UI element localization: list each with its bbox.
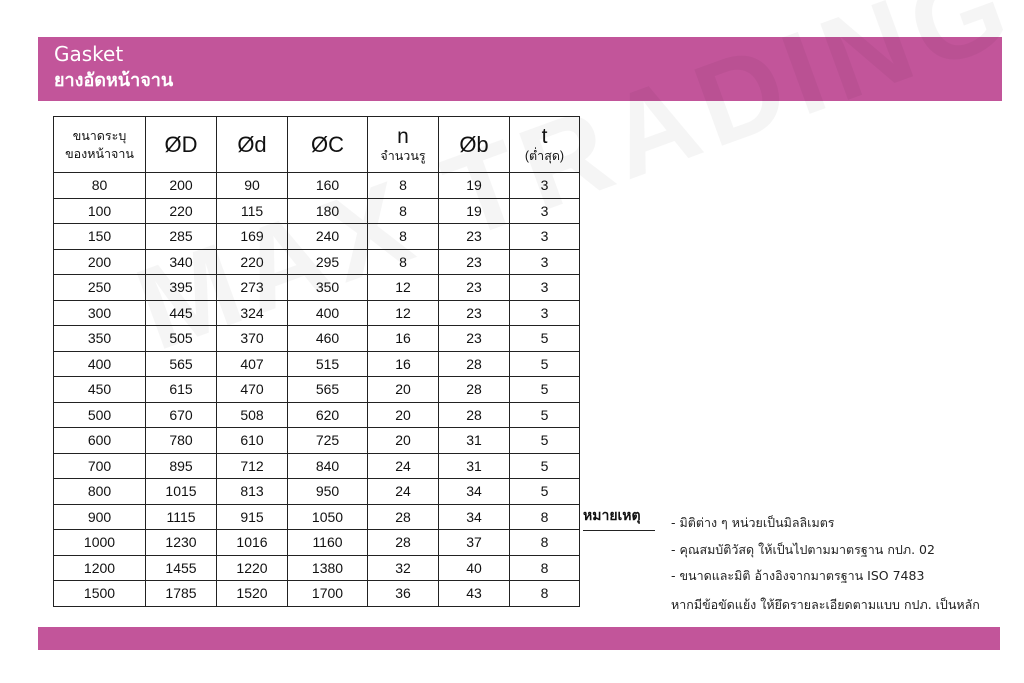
table-cell: 1700 (288, 581, 368, 607)
table-cell: 5 (510, 326, 580, 352)
table-cell: 169 (217, 224, 288, 250)
table-cell: 5 (510, 377, 580, 403)
table-cell: 12 (368, 300, 439, 326)
table-cell: 370 (217, 326, 288, 352)
table-cell: 470 (217, 377, 288, 403)
table-cell: 3 (510, 224, 580, 250)
table-cell: 450 (54, 377, 146, 403)
table-cell: 460 (288, 326, 368, 352)
table-cell: 220 (217, 249, 288, 275)
table-cell: 8 (368, 249, 439, 275)
table-cell: 780 (146, 428, 217, 454)
table-cell: 16 (368, 326, 439, 352)
table-cell: 324 (217, 300, 288, 326)
note-line: - คุณสมบัติวัสดุ ให้เป็นไปตามมาตรฐาน กปภ. 02 (671, 542, 935, 557)
note-line: - ขนาดและมิติ อ้างอิงจากมาตรฐาน ISO 7483 (671, 568, 925, 583)
table-cell: 23 (439, 326, 510, 352)
table-cell: 34 (439, 504, 510, 530)
table-cell: 200 (54, 249, 146, 275)
table-row (54, 173, 580, 199)
table-cell: 12 (368, 275, 439, 301)
table-cell: 1455 (146, 555, 217, 581)
table-cell: 610 (217, 428, 288, 454)
table-row (54, 377, 580, 403)
table-cell: 350 (288, 275, 368, 301)
table-row (54, 504, 580, 530)
table-cell: 600 (54, 428, 146, 454)
table-cell: 5 (510, 453, 580, 479)
table-cell: 115 (217, 198, 288, 224)
table-cell: 895 (146, 453, 217, 479)
notes-heading: หมายเหตุ (583, 505, 655, 531)
table-cell: 5 (510, 479, 580, 505)
table-cell: 813 (217, 479, 288, 505)
table-cell: 950 (288, 479, 368, 505)
table-cell: 670 (146, 402, 217, 428)
table-cell: 24 (368, 479, 439, 505)
header-hole-diameter: Øb (439, 117, 510, 173)
table-cell: 31 (439, 453, 510, 479)
table-cell: 1115 (146, 504, 217, 530)
table-cell: 8 (368, 173, 439, 199)
table-cell: 23 (439, 249, 510, 275)
table-cell: 100 (54, 198, 146, 224)
table-row (54, 402, 580, 428)
table-cell: 19 (439, 198, 510, 224)
page-title: Gasket (54, 42, 124, 66)
table-cell: 1220 (217, 555, 288, 581)
footer-band (38, 627, 1000, 650)
table-cell: 1230 (146, 530, 217, 556)
table-cell: 37 (439, 530, 510, 556)
table-cell: 8 (510, 581, 580, 607)
table-cell: 273 (217, 275, 288, 301)
table-cell: 840 (288, 453, 368, 479)
table-cell: 8 (510, 504, 580, 530)
table-cell: 285 (146, 224, 217, 250)
table-cell: 23 (439, 275, 510, 301)
table-cell: 700 (54, 453, 146, 479)
table-cell: 1500 (54, 581, 146, 607)
table-cell: 400 (288, 300, 368, 326)
table-cell: 565 (146, 351, 217, 377)
table-cell: 180 (288, 198, 368, 224)
table-cell: 1200 (54, 555, 146, 581)
table-cell: 19 (439, 173, 510, 199)
table-row (54, 581, 580, 607)
table-cell: 400 (54, 351, 146, 377)
header-inner-diameter: Ød (217, 117, 288, 173)
table-cell: 220 (146, 198, 217, 224)
table-cell: 20 (368, 377, 439, 403)
table-cell: 900 (54, 504, 146, 530)
table-cell: 8 (510, 555, 580, 581)
table-row (54, 453, 580, 479)
table-cell: 31 (439, 428, 510, 454)
table-cell: 1520 (217, 581, 288, 607)
table-row (54, 530, 580, 556)
table-cell: 24 (368, 453, 439, 479)
table-cell: 620 (288, 402, 368, 428)
table-cell: 1785 (146, 581, 217, 607)
table-cell: 20 (368, 428, 439, 454)
table-row (54, 555, 580, 581)
table-cell: 445 (146, 300, 217, 326)
table-cell: 23 (439, 224, 510, 250)
table-cell: 3 (510, 275, 580, 301)
table-cell: 3 (510, 173, 580, 199)
table-cell: 1380 (288, 555, 368, 581)
table-cell: 915 (217, 504, 288, 530)
table-cell: 1015 (146, 479, 217, 505)
header-outer-diameter: ØD (146, 117, 217, 173)
table-cell: 240 (288, 224, 368, 250)
table-cell: 1016 (217, 530, 288, 556)
table-cell: 20 (368, 402, 439, 428)
table-cell: 28 (439, 351, 510, 377)
table-cell: 295 (288, 249, 368, 275)
page-subtitle: ยางอัดหน้าจาน (54, 70, 174, 91)
table-cell: 40 (439, 555, 510, 581)
table-cell: 350 (54, 326, 146, 352)
table-cell: 36 (368, 581, 439, 607)
table-cell: 8 (368, 198, 439, 224)
table-cell: 340 (146, 249, 217, 275)
table-cell: 500 (54, 402, 146, 428)
gasket-dimension-table (53, 116, 580, 607)
table-row (54, 428, 580, 454)
table-cell: 3 (510, 198, 580, 224)
table-cell: 8 (368, 224, 439, 250)
header-nominal-size: ขนาดระบุ ของหน้าจาน (54, 117, 146, 173)
table-cell: 34 (439, 479, 510, 505)
table-cell: 150 (54, 224, 146, 250)
table-cell: 5 (510, 428, 580, 454)
table-cell: 3 (510, 249, 580, 275)
table-cell: 32 (368, 555, 439, 581)
table-cell: 800 (54, 479, 146, 505)
table-cell: 1000 (54, 530, 146, 556)
table-cell: 407 (217, 351, 288, 377)
table-row (54, 224, 580, 250)
header-hole-count: n จำนวนรู (368, 117, 439, 173)
table-cell: 23 (439, 300, 510, 326)
table-row (54, 249, 580, 275)
table-row (54, 351, 580, 377)
table-cell: 160 (288, 173, 368, 199)
table-cell: 28 (439, 402, 510, 428)
table-cell: 1050 (288, 504, 368, 530)
table-cell: 3 (510, 300, 580, 326)
table-row (54, 300, 580, 326)
table-cell: 712 (217, 453, 288, 479)
table-header-row (54, 117, 580, 173)
table-cell: 1160 (288, 530, 368, 556)
table-row (54, 198, 580, 224)
note-line: - มิติต่าง ๆ หน่วยเป็นมิลลิเมตร (671, 515, 835, 530)
table-cell: 90 (217, 173, 288, 199)
table-cell: 28 (368, 504, 439, 530)
table-cell: 395 (146, 275, 217, 301)
table-row (54, 326, 580, 352)
table-cell: 508 (217, 402, 288, 428)
note-line: หากมีข้อขัดแย้ง ให้ยึดรายละเอียดตามแบบ กปภ. เป็นหลัก (671, 597, 980, 612)
header-bolt-circle: ØC (288, 117, 368, 173)
table-cell: 28 (439, 377, 510, 403)
table-row (54, 275, 580, 301)
table-cell: 725 (288, 428, 368, 454)
table-cell: 80 (54, 173, 146, 199)
table-cell: 5 (510, 351, 580, 377)
table-cell: 43 (439, 581, 510, 607)
table-cell: 565 (288, 377, 368, 403)
table-cell: 615 (146, 377, 217, 403)
table-cell: 505 (146, 326, 217, 352)
table-cell: 28 (368, 530, 439, 556)
table-cell: 16 (368, 351, 439, 377)
table-cell: 8 (510, 530, 580, 556)
table-cell: 250 (54, 275, 146, 301)
table-row (54, 479, 580, 505)
table-cell: 200 (146, 173, 217, 199)
table-cell: 5 (510, 402, 580, 428)
header-thickness: t (ต่ำสุด) (510, 117, 580, 173)
table-cell: 515 (288, 351, 368, 377)
table-cell: 300 (54, 300, 146, 326)
